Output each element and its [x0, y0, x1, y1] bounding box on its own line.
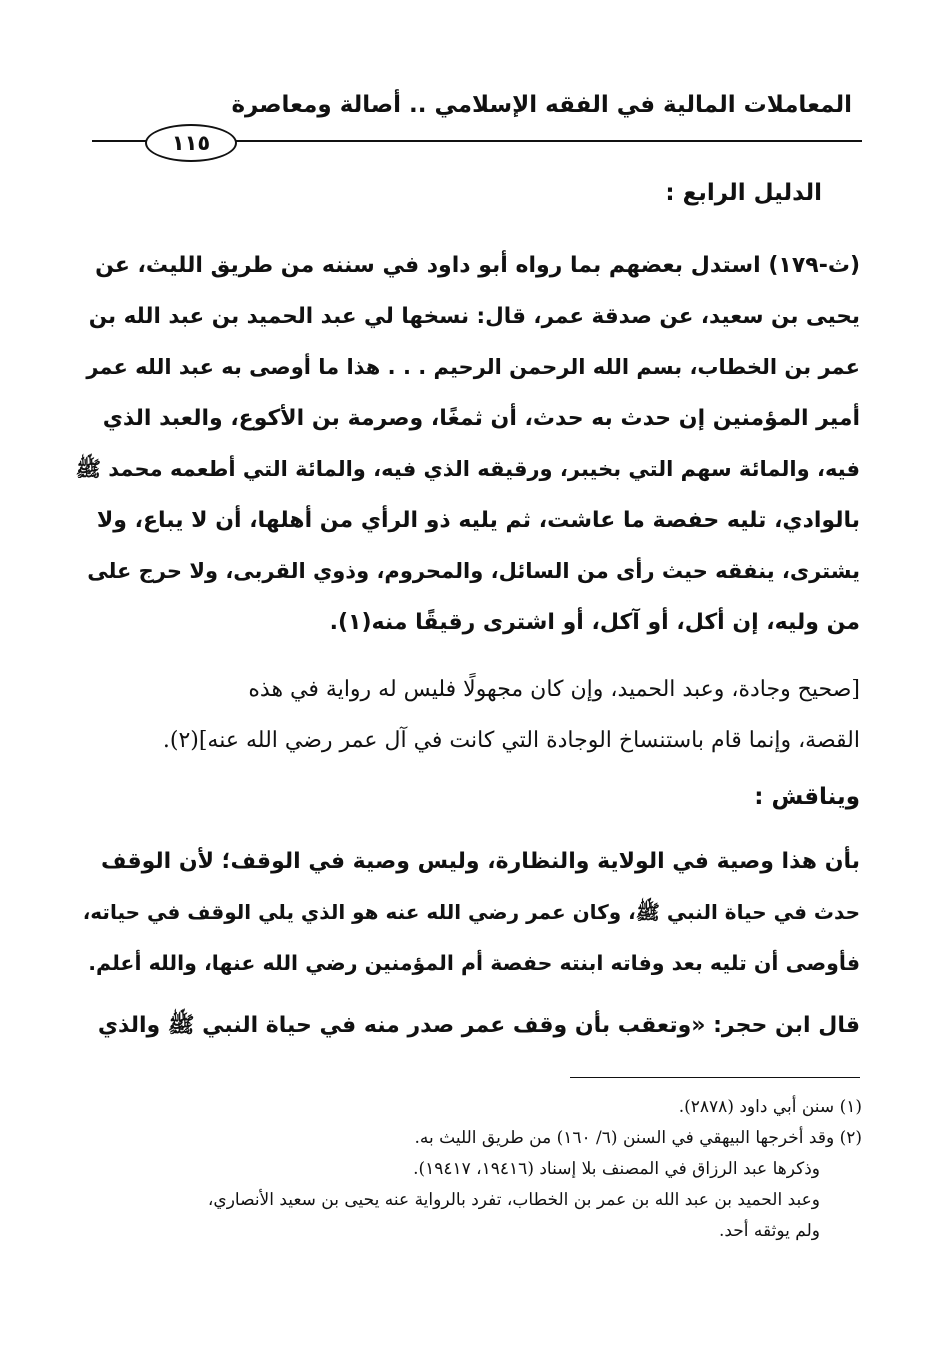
- footnotes: [72, 1092, 862, 1247]
- discussion-line: فأوصى أن تليه بعد وفاته ابنته حفصة أم المؤمنين رضي الله عنها، والله أعلم.: [88, 951, 860, 975]
- hadith-line: من وليه، إن أكل، أو آكل، أو اشترى رقيقًا منه(١).: [329, 610, 860, 635]
- page-number: ١١٥: [145, 124, 237, 162]
- discussion-line: بأن هذا وصية في الولاية والنظارة، وليس وصية في الوقف؛ لأن الوقف: [101, 849, 860, 874]
- footnote-2-continuation: وذكرها عبد الرزاق في المصنف بلا إسناد (١٩٤١٦، ١٩٤١٧).: [413, 1159, 820, 1179]
- hadith-line: يحيى بن سعيد، عن صدقة عمر، قال: نسخها لي عبد الحميد بن عبد الله بن: [88, 304, 860, 329]
- section-heading: الدليل الرابع :: [665, 180, 822, 206]
- hadith-line: فيه، والمائة سهم التي بخيبر، ورقيقه الذي فيه، والمائة التي أطعمه محمد ﷺ: [75, 457, 860, 481]
- hadith-paragraph: [75, 240, 860, 648]
- footnote-1: (١) سنن أبي داود (٢٨٧٨).: [678, 1097, 862, 1117]
- footnote-separator: [570, 1077, 860, 1078]
- discussion-heading: ويناقش :: [754, 784, 860, 810]
- grading-paragraph: [75, 664, 860, 766]
- footnote-2-continuation: وعبد الحميد بن عبد الله بن عمر بن الخطاب، تفرد بالرواية عنه يحيى بن سعيد الأنصاري،: [207, 1190, 820, 1210]
- ibn-hajar-line: قال ابن حجر: «وتعقب بأن وقف عمر صدر منه في حياة النبي ﷺ والذي: [97, 1013, 860, 1038]
- ibn-hajar-paragraph: [75, 1000, 860, 1051]
- grading-line: القصة، وإنما قام باستنساخ الوجادة التي كانت في آل عمر رضي الله عنه](٢).: [162, 728, 860, 753]
- discussion-line: حدث في حياة النبي ﷺ، وكان عمر رضي الله عنه هو الذي يلي الوقف في حياته،: [82, 900, 860, 924]
- hadith-line: (ث-١٧٩) استدل بعضهم بما رواه أبو داود في سننه من طريق الليث، عن: [95, 253, 860, 278]
- hadith-line: يشترى، ينفقه حيث رأى من السائل، والمحروم، وذوي القربى، ولا حرج على: [87, 559, 860, 583]
- footnote-2-continuation: ولم يوثقه أحد.: [718, 1221, 820, 1241]
- hadith-line: عمر بن الخطاب، بسم الله الرحمن الرحيم . . . هذا ما أوصى به عبد الله عمر: [86, 355, 860, 379]
- footnote-2: (٢) وقد أخرجها البيهقي في السنن (٦/ ١٦٠) من طريق الليث به.: [414, 1128, 862, 1148]
- running-header-title: المعاملات المالية في الفقه الإسلامي .. أصالة ومعاصرة: [231, 92, 852, 118]
- grading-line: [صحيح وجادة، وعبد الحميد، وإن كان مجهولًا فليس له رواية في هذه: [248, 677, 860, 702]
- discussion-paragraph: [75, 836, 860, 989]
- hadith-line: بالوادي، تليه حفصة ما عاشت، ثم يليه ذو الرأي من أهلها، أن لا يباع، ولا: [96, 508, 860, 533]
- hadith-line: أمير المؤمنين إن حدث به حدث، أن ثمغًا، وصرمة بن الأكوع، والعبد الذي: [102, 406, 860, 431]
